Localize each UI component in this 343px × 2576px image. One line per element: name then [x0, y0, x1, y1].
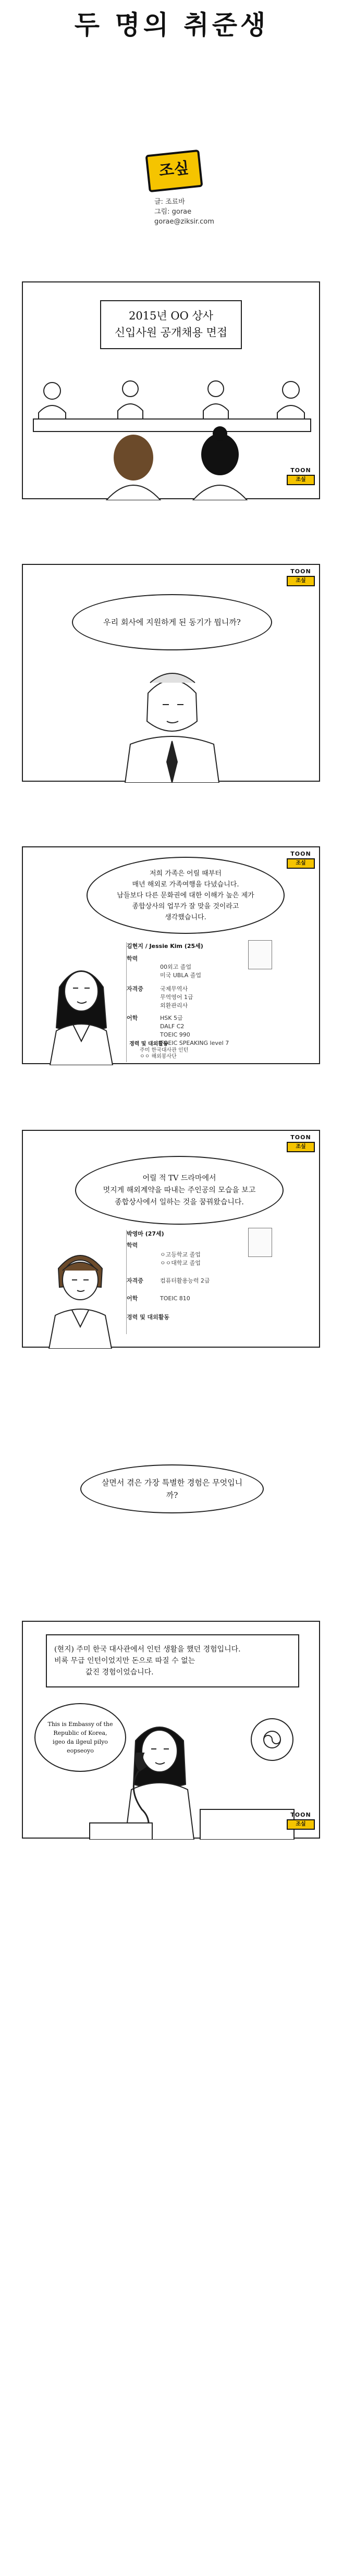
- resume-photo: [248, 940, 272, 969]
- interviewer-illustration: [23, 565, 321, 783]
- toon-logo: [287, 467, 315, 488]
- speech-text: 살면서 겪은 가장 특별한 경험은 무엇입니까?: [101, 1478, 243, 1500]
- resume-experience-item: 주미 한국대사관 인턴: [140, 1047, 189, 1053]
- resume-cert-item: 무역영어 1급: [160, 994, 193, 1001]
- speech-line: igeo da ilgeul pilyo: [53, 1739, 108, 1745]
- toon-logo-top: TOON: [290, 467, 311, 474]
- resume-education-item: ㅇ고등학교 졸업: [160, 1251, 201, 1258]
- comic-logo: 조싶: [145, 150, 203, 192]
- resume-lang-item: TOEIC 990: [160, 1031, 190, 1038]
- interviewers-illustration: [23, 282, 321, 500]
- toon-logo-bottom: 조싶: [287, 1142, 315, 1152]
- resume-lang-item: DALF C2: [160, 1023, 185, 1030]
- sign-line-1: 2015년 OO 상사: [128, 310, 214, 322]
- resume-label-lang: 어학: [127, 1015, 138, 1021]
- speech-line: 남들보다 다른 문화권에 대한 이해가 높은 제가: [117, 891, 254, 899]
- panel-candidate-jessie: [22, 846, 320, 1064]
- speech-line: 저희 가족은 어릴 때부터: [150, 869, 222, 878]
- resume-experience-item: ㅇㅇ 해외봉사단: [140, 1054, 177, 1059]
- speech-bubble-special-experience: [80, 1464, 264, 1513]
- credits: [154, 197, 214, 227]
- speech-line: 종합상사의 업무가 잘 맞을 것이라고: [132, 902, 239, 910]
- speech-line: 종합상사에서 일하는 것을 꿈꿔왔습니다.: [115, 1198, 244, 1206]
- toon-logo-bottom: 조싶: [287, 858, 315, 869]
- speech-line: 생각했습니다.: [165, 913, 206, 921]
- resume-label-certs: 자격증: [127, 1277, 143, 1284]
- speech-line: eopseoyo: [67, 1747, 94, 1754]
- resume-cert-item: 외환관리사: [160, 1002, 188, 1009]
- toon-logo-bottom: 조싶: [287, 475, 315, 485]
- resume-name: 김현지 / Jessie Kim (25세): [127, 943, 203, 950]
- resume-label-education: 학력: [127, 955, 138, 962]
- page-title: 두 명의 취준생: [74, 10, 269, 40]
- resume-park: [126, 1230, 250, 1334]
- toon-logo-top: TOON: [290, 568, 311, 575]
- panel-interview-room: [22, 281, 320, 499]
- resume-label-education: 학력: [127, 1242, 138, 1249]
- resume-education-item: ㅇㅇ대학교 졸업: [160, 1260, 201, 1266]
- caption-line: 값진 경험이었습니다.: [85, 1668, 154, 1677]
- credit-artist: 그림: gorae: [154, 208, 192, 216]
- resume-label-experience: 경력 및 대외활동: [129, 1041, 168, 1047]
- panel-candidate-park: [22, 1130, 320, 1348]
- speech-text: 우리 회사에 지원하게 된 동기가 뭡니까?: [103, 618, 241, 627]
- toon-logo-bottom: 조싶: [287, 1819, 315, 1830]
- resume-lang-item: TOEIC 810: [160, 1295, 190, 1302]
- speech-line: This is Embassy of the: [47, 1721, 113, 1728]
- embassy-illustration: [23, 1622, 321, 1840]
- speech-line: 어릴 적 TV 드라마에서: [142, 1174, 216, 1182]
- toon-logo-top: TOON: [290, 1134, 311, 1141]
- resume-jessie-experience: [129, 1041, 249, 1064]
- resume-lang-item: TOEIC SPEAKING level 7: [160, 1040, 229, 1046]
- toon-logo-bottom: 조싶: [287, 576, 315, 586]
- sign-line-2: 신입사원 공개채용 면접: [114, 326, 228, 339]
- resume-photo: [248, 1228, 272, 1257]
- credit-email: gorae@ziksir.com: [154, 218, 214, 226]
- toon-logo: [287, 1811, 315, 1832]
- resume-label-certs: 자격증: [127, 985, 143, 992]
- caption-line: 비록 무급 인턴이었지만 돈으로 따질 수 없는: [54, 1657, 195, 1665]
- speech-line: 매년 해외로 가족여행을 다녔습니다.: [132, 880, 239, 889]
- resume-label-experience: 경력 및 대외활동: [127, 1314, 170, 1321]
- speech-line: 멋지게 해외계약을 따내는 주인공의 모습을 보고: [103, 1186, 256, 1194]
- panel-embassy-experience: [22, 1621, 320, 1839]
- speech-line: Republic of Korea,: [53, 1730, 107, 1736]
- resume-education-item: 00외고 졸업: [160, 964, 191, 970]
- toon-logo-top: TOON: [290, 851, 311, 857]
- resume-cert-item: 컴퓨터활용능력 2급: [160, 1277, 210, 1284]
- resume-education-item: 미국 UBLA 졸업: [160, 972, 202, 979]
- panel-question-motivation: [22, 564, 320, 782]
- resume-lang-item: HSK 5급: [160, 1015, 183, 1021]
- resume-name: 박영마 (27세): [127, 1230, 164, 1237]
- toon-logo-top: TOON: [290, 1811, 311, 1818]
- credit-writer: 글: 조료바: [154, 198, 185, 206]
- caption-line: (현지) 주미 한국 대사관에서 인턴 생활을 했던 경험입니다.: [54, 1645, 241, 1654]
- resume-cert-item: 국제무역사: [160, 985, 188, 992]
- resume-label-lang: 어학: [127, 1295, 138, 1302]
